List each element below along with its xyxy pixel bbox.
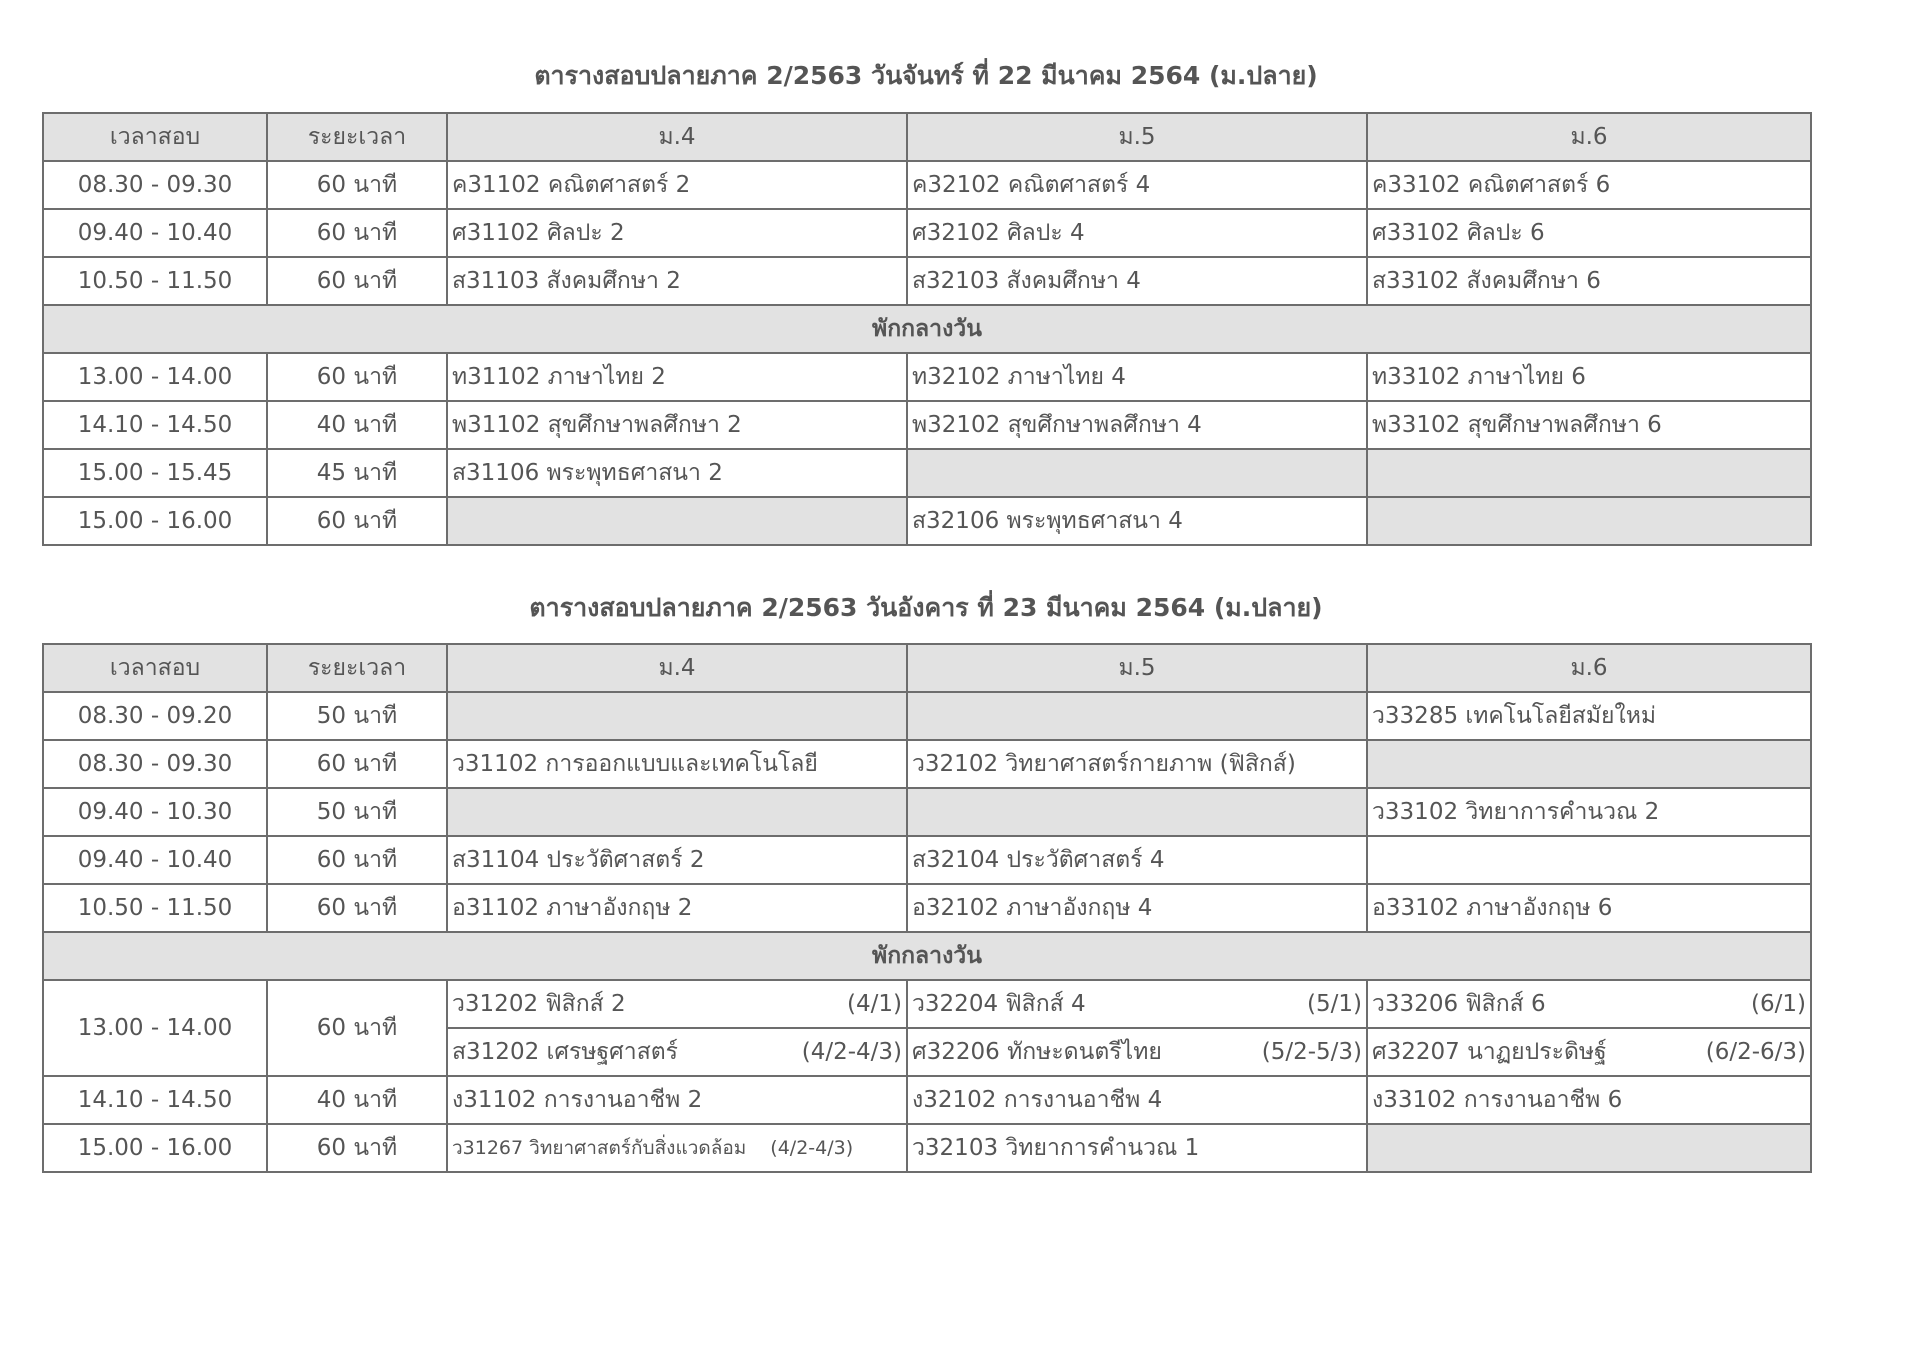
m6-subject-cell: ศ33102 ศิลปะ 6 <box>1367 209 1811 257</box>
m6-subject-cell: อ33102 ภาษาอังกฤษ 6 <box>1367 884 1811 932</box>
subject-name: ว31202 ฟิสิกส์ 2 <box>452 991 626 1017</box>
duration-cell: 45 นาที <box>267 449 447 497</box>
table-row <box>43 257 1811 305</box>
m6-empty-cell <box>1367 740 1811 788</box>
m5-subject-cell: ค32102 คณิตศาสตร์ 4 <box>907 161 1367 209</box>
m4-subject-cell: ว31102 การออกแบบและเทคโนโลยี <box>447 740 907 788</box>
duration-cell: 40 นาที <box>267 1076 447 1124</box>
exam-time-cell: 10.50 - 11.50 <box>43 257 267 305</box>
exam-time-cell: 14.10 - 14.50 <box>43 401 267 449</box>
m5-empty-cell <box>907 449 1367 497</box>
header-m4: ม.4 <box>447 113 907 161</box>
header-exam-time: เวลาสอบ <box>43 644 267 692</box>
m5-subject-cell: ว32102 วิทยาศาสตร์กายภาพ (ฟิสิกส์) <box>907 740 1367 788</box>
class-group: (6/2-6/3) <box>1705 1039 1806 1065</box>
header-duration: ระยะเวลา <box>267 113 447 161</box>
m5-subject-cell: ส32106 พระพุทธศาสนา 4 <box>907 497 1367 545</box>
lunch-break-label: พักกลางวัน <box>43 932 1811 980</box>
m5-subject-cell: ง32102 การงานอาชีพ 4 <box>907 1076 1367 1124</box>
duration-cell: 60 นาที <box>267 257 447 305</box>
m4-subject-cell: ง31102 การงานอาชีพ 2 <box>447 1076 907 1124</box>
subject-name: ศ32206 ทักษะดนตรีไทย <box>912 1039 1162 1065</box>
class-group: (6/1) <box>1751 991 1806 1017</box>
table-row <box>43 740 1811 788</box>
lunch-break-row <box>43 305 1811 353</box>
m5-subject-cell: พ32102 สุขศึกษาพลศึกษา 4 <box>907 401 1367 449</box>
m5-subject-cell: อ32102 ภาษาอังกฤษ 4 <box>907 884 1367 932</box>
m4-subject-cell: ส31103 สังคมศึกษา 2 <box>447 257 907 305</box>
exam-time-cell: 08.30 - 09.20 <box>43 692 267 740</box>
exam-time-cell: 13.00 - 14.00 <box>43 353 267 401</box>
table-row <box>43 1076 1811 1124</box>
exam-time-cell: 09.40 - 10.30 <box>43 788 267 836</box>
schedule-title-day2: ตารางสอบปลายภาค 2/2563 วันอังคาร ที่ 23 มีนาคม 2564 (ม.ปลาย) <box>529 593 1323 622</box>
header-exam-time: เวลาสอบ <box>43 113 267 161</box>
header-m4: ม.4 <box>447 644 907 692</box>
exam-schedule-table-day1 <box>42 112 1812 546</box>
duration-cell: 50 นาที <box>267 692 447 740</box>
exam-time-cell: 15.00 - 16.00 <box>43 1124 267 1172</box>
table-row <box>43 884 1811 932</box>
m5-subject-cell: ท32102 ภาษาไทย 4 <box>907 353 1367 401</box>
duration-cell: 60 นาที <box>267 884 447 932</box>
exam-time-cell: 08.30 - 09.30 <box>43 161 267 209</box>
exam-time-cell: 14.10 - 14.50 <box>43 1076 267 1124</box>
m4-subject-cell: ศ31102 ศิลปะ 2 <box>447 209 907 257</box>
m4-subject-cell <box>447 1124 907 1172</box>
m5-subject-cell: ศ32102 ศิลปะ 4 <box>907 209 1367 257</box>
subject-name: ส31202 เศรษฐศาสตร์ <box>452 1039 679 1065</box>
m4-subject-cell <box>447 1028 907 1076</box>
m4-subject-cell <box>447 980 907 1028</box>
class-group: (5/2-5/3) <box>1261 1039 1362 1065</box>
m6-empty-cell <box>1367 497 1811 545</box>
table-row <box>43 836 1811 884</box>
table-row <box>43 1124 1811 1172</box>
class-group: (4/1) <box>847 991 902 1017</box>
exam-schedule-table-day2 <box>42 643 1812 1173</box>
table-row <box>43 497 1811 545</box>
m6-subject-cell: ง33102 การงานอาชีพ 6 <box>1367 1076 1811 1124</box>
exam-time-cell: 09.40 - 10.40 <box>43 209 267 257</box>
duration-cell: 60 นาที <box>267 209 447 257</box>
header-m6: ม.6 <box>1367 644 1811 692</box>
table-row <box>43 980 1811 1028</box>
m6-subject-cell: ว33102 วิทยาการคำนวณ 2 <box>1367 788 1811 836</box>
duration-cell: 60 นาที <box>267 497 447 545</box>
m4-empty-cell <box>447 788 907 836</box>
m4-subject-cell: ท31102 ภาษาไทย 2 <box>447 353 907 401</box>
table-row <box>43 401 1811 449</box>
m6-subject-cell: ค33102 คณิตศาสตร์ 6 <box>1367 161 1811 209</box>
schedule-title-day1: ตารางสอบปลายภาค 2/2563 วันจันทร์ ที่ 22 มีนาคม 2564 (ม.ปลาย) <box>534 61 1318 90</box>
exam-time-cell: 09.40 - 10.40 <box>43 836 267 884</box>
m6-empty-cell <box>1367 449 1811 497</box>
m4-subject-cell: อ31102 ภาษาอังกฤษ 2 <box>447 884 907 932</box>
exam-time-cell: 10.50 - 11.50 <box>43 884 267 932</box>
m4-empty-cell <box>447 497 907 545</box>
m4-subject-cell: พ31102 สุขศึกษาพลศึกษา 2 <box>447 401 907 449</box>
table-header-row <box>43 113 1811 161</box>
table-header-row <box>43 644 1811 692</box>
table-row <box>43 449 1811 497</box>
m5-empty-cell <box>907 692 1367 740</box>
lunch-break-label: พักกลางวัน <box>43 305 1811 353</box>
subject-name: ว31267 วิทยาศาสตร์กับสิ่งแวดล้อม <box>452 1137 747 1159</box>
m6-subject-cell: ว33285 เทคโนโลยีสมัยใหม่ <box>1367 692 1811 740</box>
m5-subject-cell: ส32103 สังคมศึกษา 4 <box>907 257 1367 305</box>
m6-subject-cell <box>1367 980 1811 1028</box>
subject-name: ว33206 ฟิสิกส์ 6 <box>1372 991 1546 1017</box>
table-row <box>43 161 1811 209</box>
header-m5: ม.5 <box>907 644 1367 692</box>
duration-cell: 60 นาที <box>267 353 447 401</box>
m4-subject-cell: ส31106 พระพุทธศาสนา 2 <box>447 449 907 497</box>
subject-name: ว32204 ฟิสิกส์ 4 <box>912 991 1086 1017</box>
table-row <box>43 788 1811 836</box>
duration-cell: 60 นาที <box>267 161 447 209</box>
duration-cell: 50 นาที <box>267 788 447 836</box>
m5-empty-cell <box>907 788 1367 836</box>
m4-subject-cell: ส31104 ประวัติศาสตร์ 2 <box>447 836 907 884</box>
m4-subject-cell: ค31102 คณิตศาสตร์ 2 <box>447 161 907 209</box>
header-duration: ระยะเวลา <box>267 644 447 692</box>
m5-subject-cell: ว32103 วิทยาการคำนวณ 1 <box>907 1124 1367 1172</box>
class-group: (4/2-4/3) <box>801 1039 902 1065</box>
duration-cell: 40 นาที <box>267 401 447 449</box>
m6-empty-cell <box>1367 1124 1811 1172</box>
m6-subject-cell: พ33102 สุขศึกษาพลศึกษา 6 <box>1367 401 1811 449</box>
subject-name: ศ32207 นาฏยประดิษฐ์ <box>1372 1039 1607 1065</box>
duration-cell: 60 นาที <box>267 836 447 884</box>
duration-cell: 60 นาที <box>267 1124 447 1172</box>
m5-subject-cell: ส32104 ประวัติศาสตร์ 4 <box>907 836 1367 884</box>
table-row <box>43 353 1811 401</box>
header-m5: ม.5 <box>907 113 1367 161</box>
lunch-break-row <box>43 932 1811 980</box>
m5-subject-cell <box>907 980 1367 1028</box>
m6-subject-cell <box>1367 1028 1811 1076</box>
exam-time-cell: 15.00 - 16.00 <box>43 497 267 545</box>
table-row <box>43 209 1811 257</box>
m4-empty-cell <box>447 692 907 740</box>
m6-blank-cell <box>1367 836 1811 884</box>
exam-time-cell: 13.00 - 14.00 <box>43 980 267 1076</box>
m6-subject-cell: ส33102 สังคมศึกษา 6 <box>1367 257 1811 305</box>
exam-time-cell: 15.00 - 15.45 <box>43 449 267 497</box>
table-row <box>43 692 1811 740</box>
header-m6: ม.6 <box>1367 113 1811 161</box>
exam-time-cell: 08.30 - 09.30 <box>43 740 267 788</box>
class-group: (4/2-4/3) <box>770 1137 854 1159</box>
duration-cell: 60 นาที <box>267 740 447 788</box>
duration-cell: 60 นาที <box>267 980 447 1076</box>
class-group: (5/1) <box>1307 991 1362 1017</box>
m6-subject-cell: ท33102 ภาษาไทย 6 <box>1367 353 1811 401</box>
m5-subject-cell <box>907 1028 1367 1076</box>
